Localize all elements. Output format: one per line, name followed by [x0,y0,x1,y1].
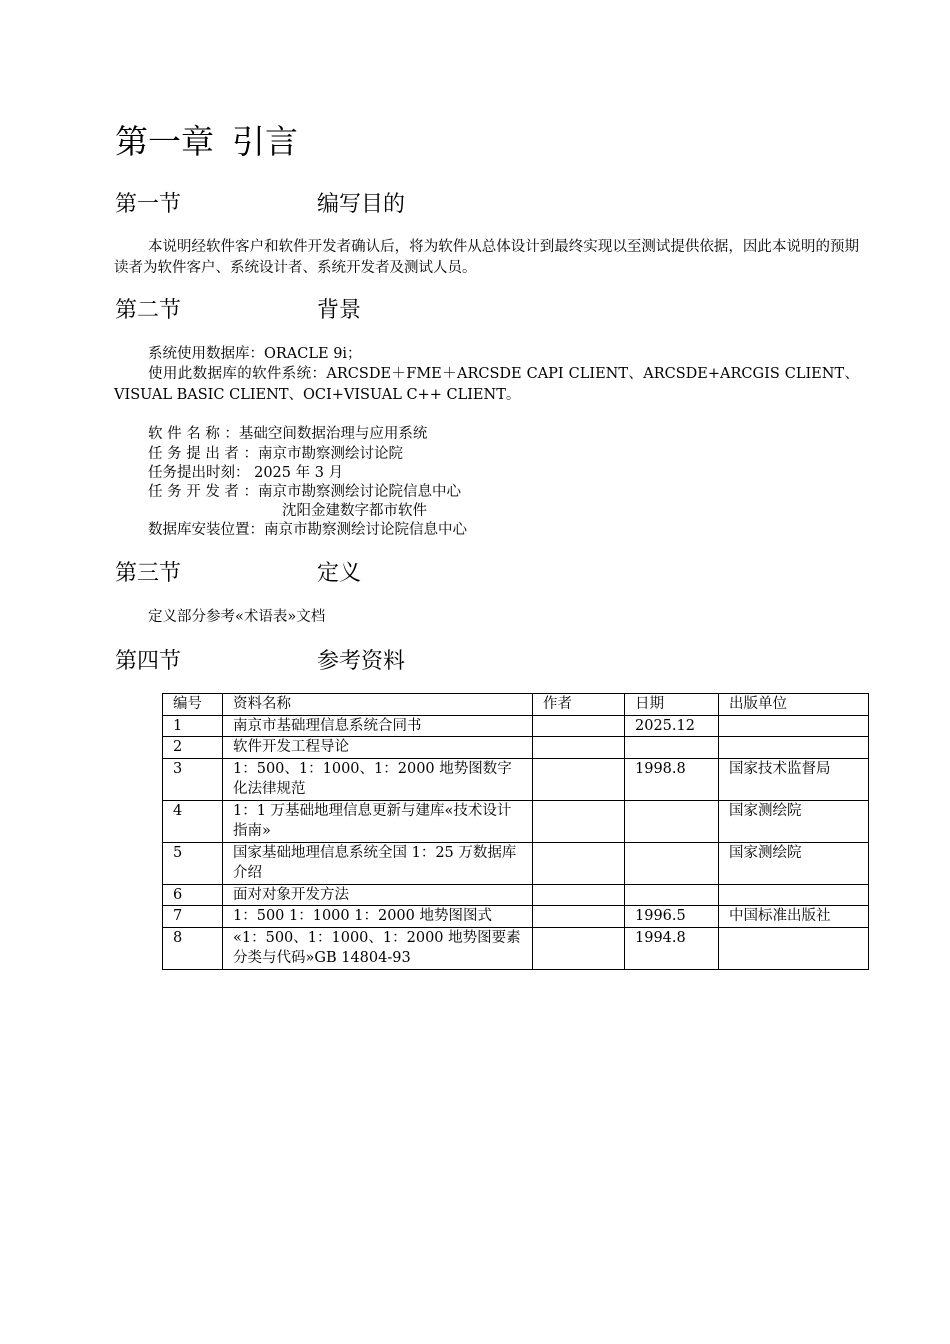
cell-publisher: 国家技术监督局 [719,758,869,800]
software-name-line: 软 件 名 称 ：基础空间数据治理与应用系统 [148,426,428,442]
systems-paragraph: 使用此数据库的软件系统：ARCSDE＋FME＋ARCSDE CAPI CLIENT、ARCSDE+ARCGIS CLIENT、VISUAL BASIC CLIENT、OCI+VISUAL C++ CLIENT。 [114,366,859,403]
proposer-line: 任 务 提 出 者 ：南京市勘察测绘讨论院 [148,446,404,462]
database-line: 系统使用数据库：ORACLE 9i； [148,346,362,362]
table-row [163,884,869,906]
cell-author [533,715,625,737]
section-number: 第二节 [115,298,182,323]
cell-title: 面对对象开发方法 [223,884,533,906]
cell-title: «1：500、1：1000、1：2000 地势图要素分类与代码»GB 14804-93 [223,927,533,969]
purpose-paragraph: 本说明经软件客户和软件开发者确认后，将为软件从总体设计到最终实现以至测试提供依据，因此本说明的预期读者为软件客户、系统设计者、系统开发者及测试人员。 [114,239,859,276]
cell-title: 国家基础地理信息系统全国 1：25 万数据库介绍 [223,842,533,884]
cell-author [533,842,625,884]
cell-number: 1 [163,715,223,737]
cell-title: 软件开发工程导论 [223,737,533,759]
cell-title: 1：500、1：1000、1：2000 地势图数字化法律规范 [223,758,533,800]
chapter-heading [115,120,298,164]
cell-date [625,842,719,884]
cell-publisher [719,884,869,906]
cell-title: 南京市基础理信息系统合同书 [223,715,533,737]
section-title: 编写目的 [317,192,406,217]
cell-publisher: 国家测绘院 [719,842,869,884]
section-title: 参考资料 [317,649,406,674]
cell-publisher: 国家测绘院 [719,800,869,842]
header-date: 日期 [625,694,719,716]
table-row [163,800,869,842]
chapter-number: 第一章 [115,122,214,161]
cell-publisher [719,927,869,969]
header-author: 作者 [533,694,625,716]
cell-date: 2025.12 [625,715,719,737]
section-number: 第一节 [115,192,182,217]
table-row [163,737,869,759]
developer-line-2: 沈阳金建数字都市软件 [282,503,427,519]
cell-publisher [719,715,869,737]
cell-date [625,884,719,906]
cell-date: 1998.8 [625,758,719,800]
cell-author [533,884,625,906]
cell-number: 7 [163,906,223,928]
cell-publisher: 中国标准出版社 [719,906,869,928]
table-row [163,906,869,928]
definition-line: 定义部分参考«术语表»文档 [148,609,326,625]
section-title: 定义 [317,561,362,586]
proposal-time-line: 任务提出时刻： 2025 年 3 月 [148,465,344,481]
cell-number: 5 [163,842,223,884]
table-row [163,715,869,737]
cell-author [533,800,625,842]
table-row [163,758,869,800]
header-title: 资料名称 [223,694,533,716]
cell-title: 1：500 1：1000 1：2000 地势图图式 [223,906,533,928]
cell-date: 1994.8 [625,927,719,969]
header-number: 编号 [163,694,223,716]
table-row [163,927,869,969]
cell-number: 8 [163,927,223,969]
developer-line: 任 务 开 发 者 ：南京市勘察测绘讨论院信息中心 [148,484,462,500]
cell-author [533,906,625,928]
cell-title: 1：1 万基础地理信息更新与建库«技术设计指南» [223,800,533,842]
cell-number: 2 [163,737,223,759]
cell-publisher [719,737,869,759]
section-number: 第四节 [115,649,182,674]
cell-author [533,758,625,800]
chapter-title: 引言 [232,122,298,161]
cell-author [533,737,625,759]
header-publisher: 出版单位 [719,694,869,716]
cell-date: 1996.5 [625,906,719,928]
table-row [163,842,869,884]
references-table [162,693,869,970]
section-number: 第三节 [115,561,182,586]
cell-number: 3 [163,758,223,800]
cell-author [533,927,625,969]
cell-number: 4 [163,800,223,842]
section-title: 背景 [317,298,362,323]
cell-date [625,737,719,759]
table-header-row [163,694,869,716]
cell-date [625,800,719,842]
install-location-line: 数据库安装位置：南京市勘察测绘讨论院信息中心 [148,522,467,538]
cell-number: 6 [163,884,223,906]
